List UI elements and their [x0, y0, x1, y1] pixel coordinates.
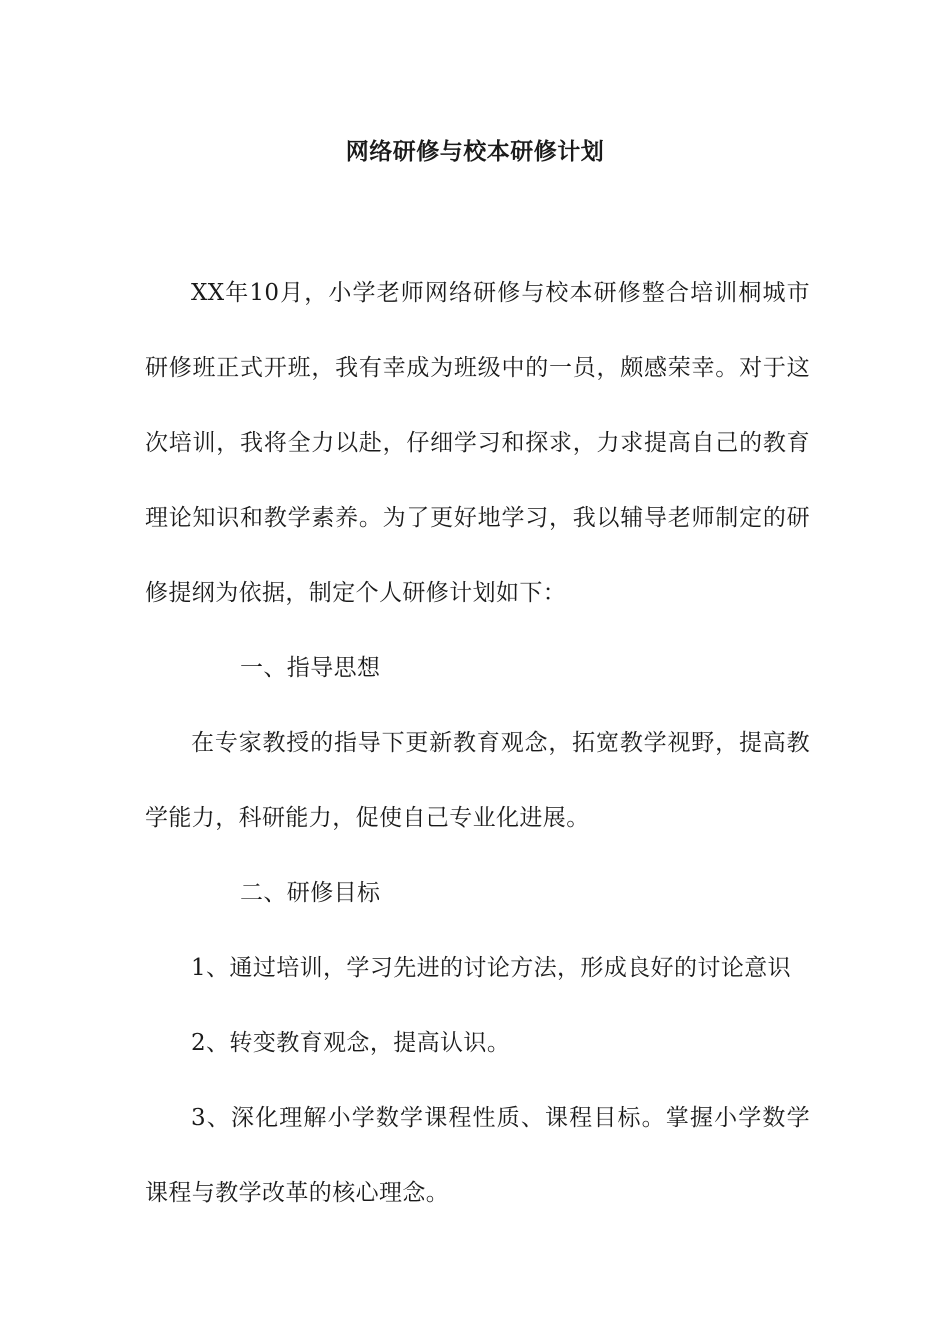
section-heading-guiding-idea: 一、指导思想	[240, 655, 381, 681]
document-title: 网络研修与校本研修计划	[345, 138, 605, 165]
section-heading-goals: 二、研修目标	[240, 880, 381, 906]
document-body	[145, 256, 810, 1231]
goal-item-3: 3、深化理解小学数学课程性质、课程目标。掌握小学数学课程与教学改革的核心理念。	[145, 1105, 810, 1206]
intro-paragraph: XX年10月，小学老师网络研修与校本研修整合培训桐城市研修班正式开班，我有幸成为班级中的一员，颇感荣幸。对于这次培训，我将全力以赴，仔细学习和探求，力求提高自己的教育理论知识和教学素养。为了更好地学习，我以辅导老师制定的研修提纲为依据，制定个人研修计划如下：	[145, 280, 810, 606]
goal-item-2: 2、转变教育观念，提高认识。	[191, 1030, 511, 1056]
guiding-idea-paragraph: 在专家教授的指导下更新教育观念，拓宽教学视野，提高教学能力，科研能力，促使自己专业化进展。	[145, 730, 810, 831]
goal-item-1: 1、通过培训，学习先进的讨论方法，形成良好的讨论意识	[191, 955, 792, 981]
